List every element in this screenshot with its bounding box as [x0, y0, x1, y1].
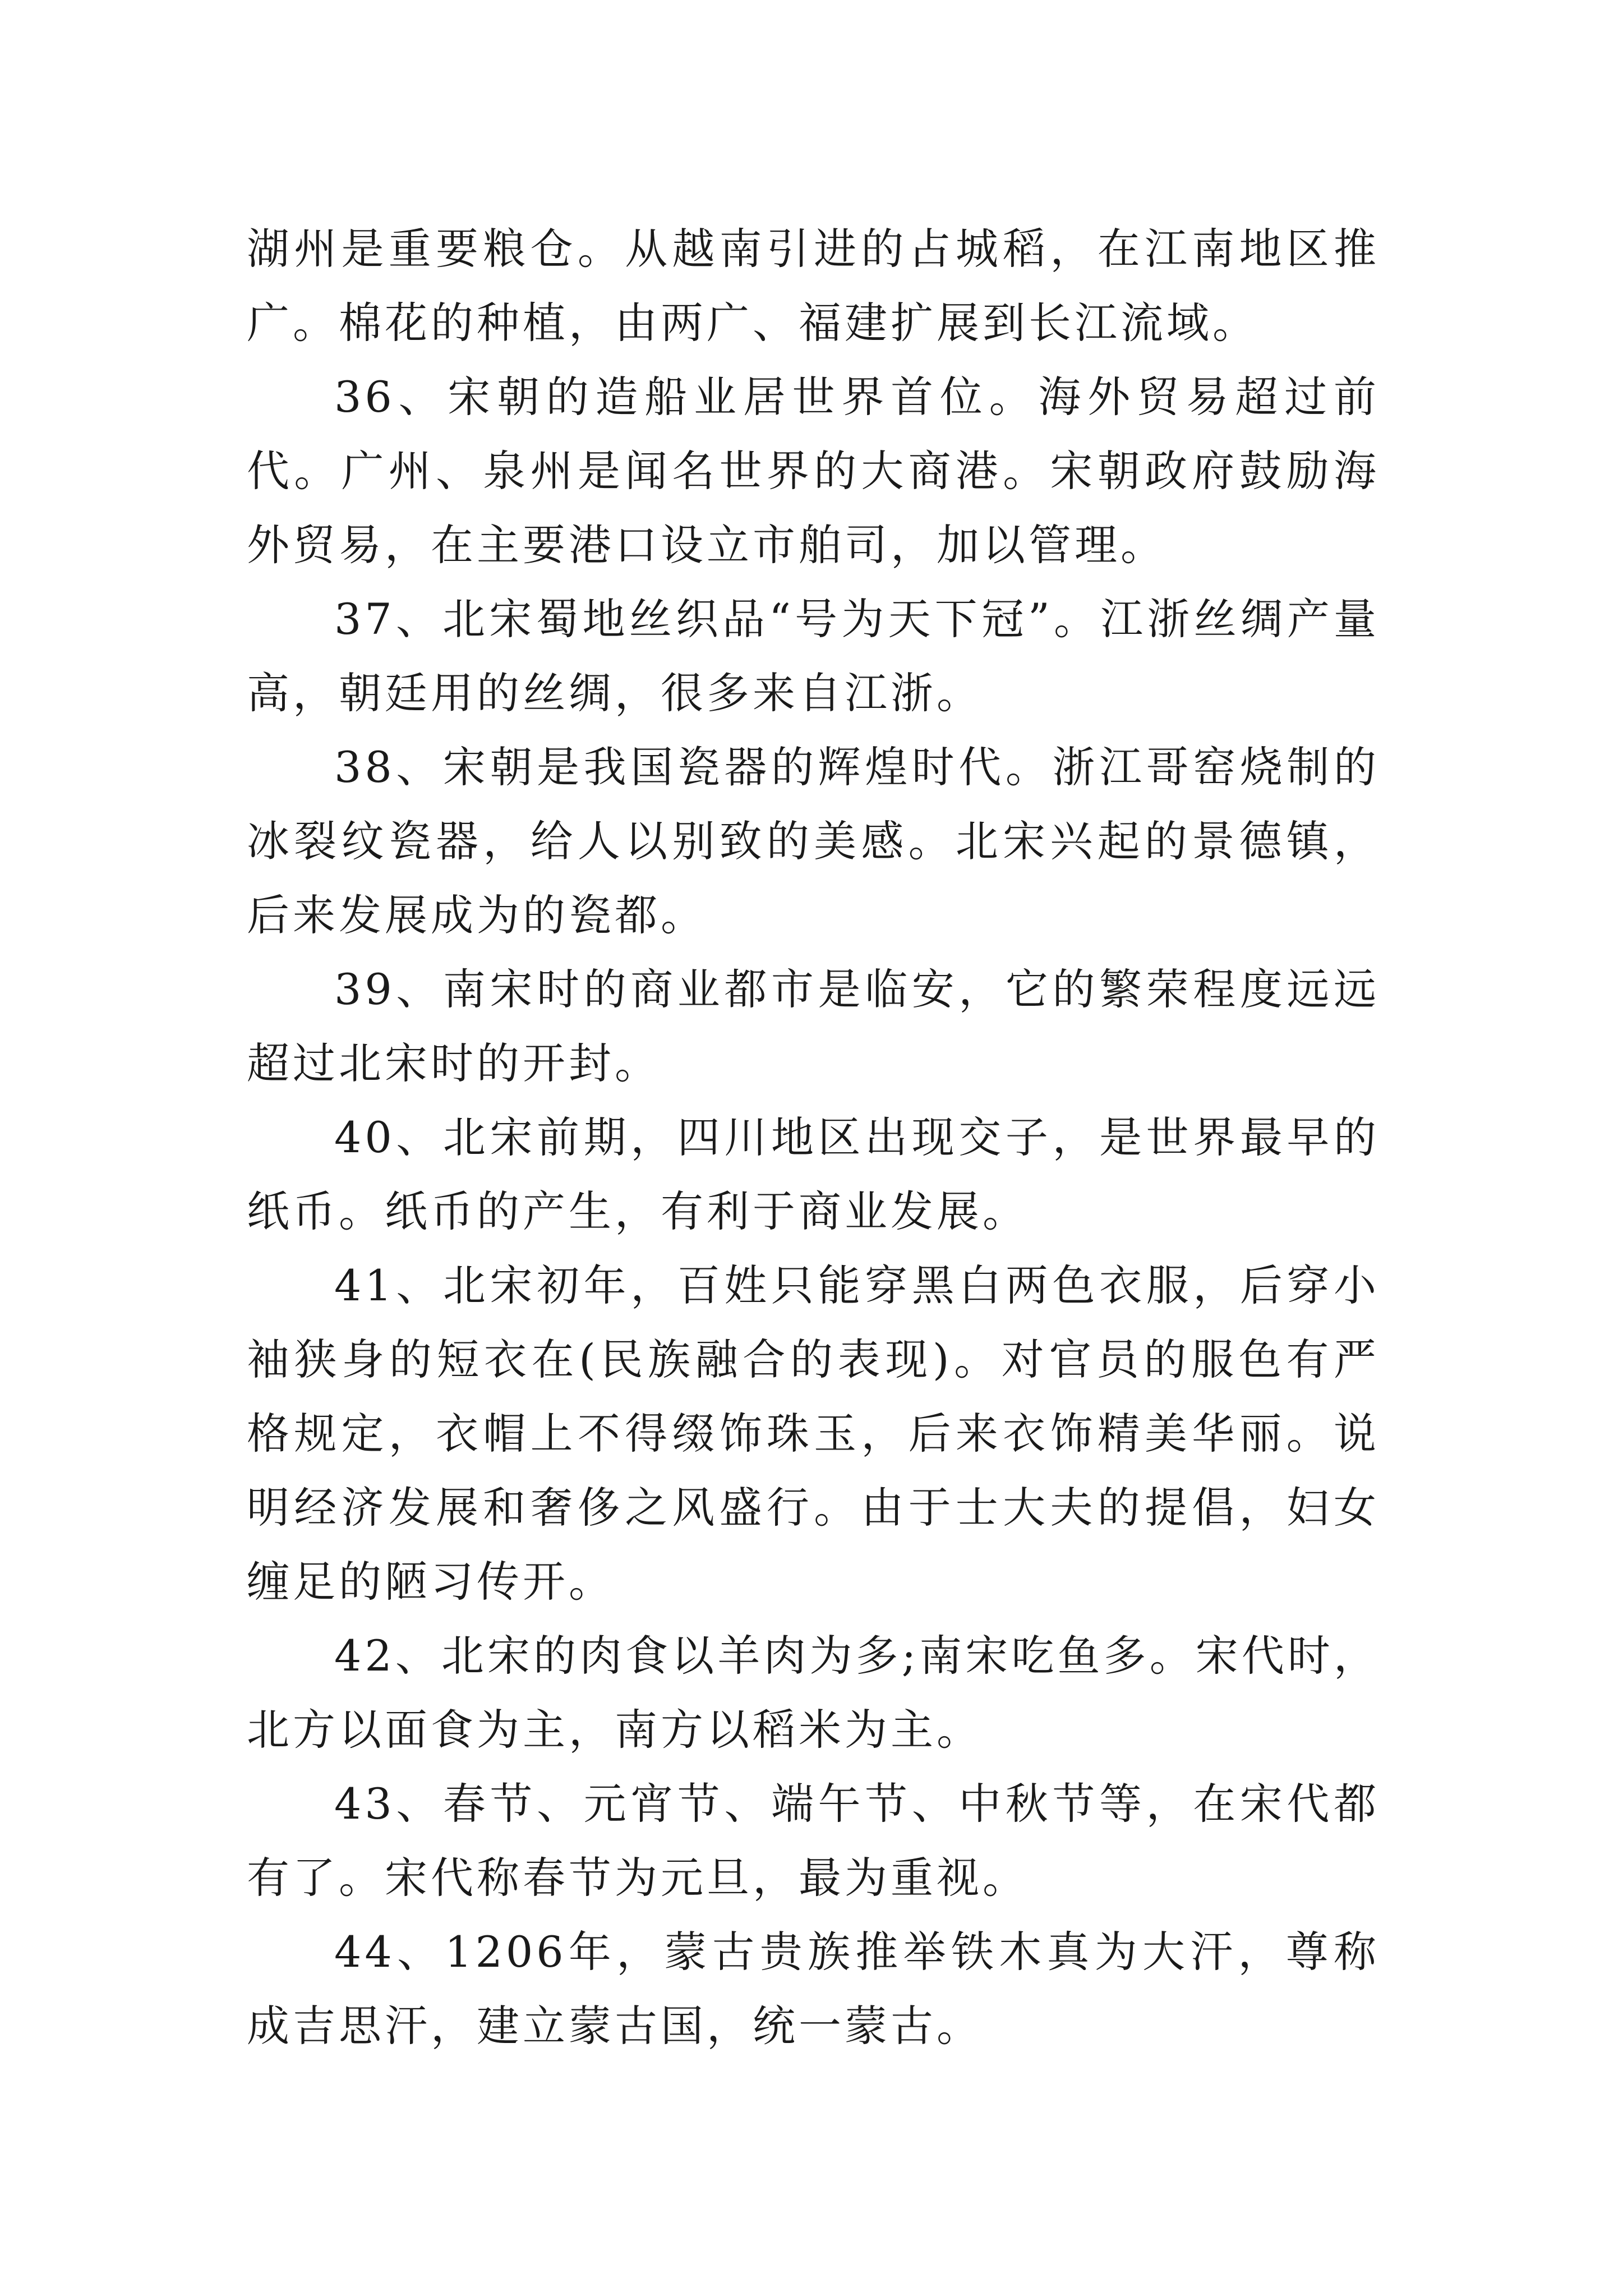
paragraph-item-43: 43、春节、元宵节、端午节、中秋节等，在宋代都有了。宋代称春节为元旦，最为重视。: [247, 1779, 1380, 1903]
paragraph-item-37: 37、北宋蜀地丝织品“号为天下冠”。江浙丝绸产量高，朝廷用的丝绸，很多来自江浙。: [247, 594, 1380, 718]
document-body: [247, 212, 1380, 2063]
paragraph-item-38: 38、宋朝是我国瓷器的辉煌时代。浙江哥窑烧制的冰裂纹瓷器，给人以别致的美感。北宋兴起的景德镇，后来发展成为的瓷都。: [247, 742, 1380, 940]
paragraph-item-41: 41、北宋初年，百姓只能穿黑白两色衣服，后穿小袖狭身的短衣在(民族融合的表现)。对官员的服色有严格规定，衣帽上不得缀饰珠玉，后来衣饰精美华丽。说明经济发展和奢侈之风盛行。由于士大夫的提倡，妇女缠足的陋习传开。: [247, 1260, 1380, 1607]
paragraph-continuation: 湖州是重要粮仓。从越南引进的占城稻，在江南地区推广。棉花的种植，由两广、福建扩展到长江流域。: [247, 224, 1380, 348]
paragraph-item-36: 36、宋朝的造船业居世界首位。海外贸易超过前代。广州、泉州是闻名世界的大商港。宋朝政府鼓励海外贸易，在主要港口设立市舶司，加以管理。: [247, 372, 1380, 570]
paragraph-item-44: 44、1206年，蒙古贵族推举铁木真为大汗，尊称成吉思汗，建立蒙古国，统一蒙古。: [247, 1927, 1380, 2051]
paragraph-item-39: 39、南宋时的商业都市是临安，它的繁荣程度远远超过北宋时的开封。: [247, 964, 1380, 1088]
paragraph-item-40: 40、北宋前期，四川地区出现交子，是世界最早的纸币。纸币的产生，有利于商业发展。: [247, 1112, 1380, 1236]
paragraph-item-42: 42、北宋的肉食以羊肉为多;南宋吃鱼多。宋代时，北方以面食为主，南方以稻米为主。: [247, 1631, 1380, 1755]
